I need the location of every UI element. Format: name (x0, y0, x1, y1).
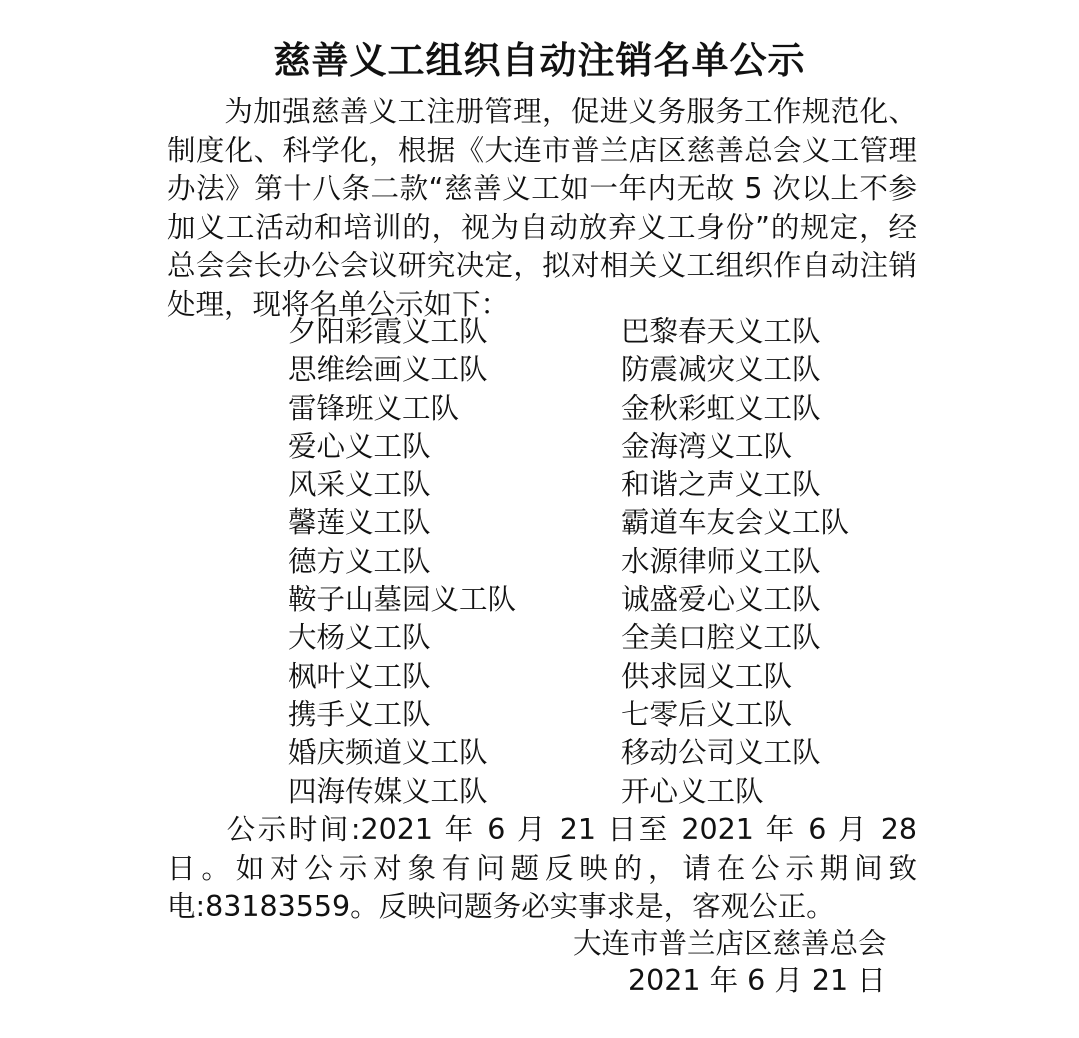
list-item: 和谐之声义工队 (621, 468, 821, 502)
list-item: 大杨义工队 (288, 621, 431, 655)
issue-date: 2021 年 6 月 21 日 (628, 964, 886, 997)
list-item: 携手义工队 (288, 697, 431, 731)
list-item: 婚庆频道义工队 (288, 736, 488, 770)
list-item: 雷锋班义工队 (288, 391, 460, 425)
intro-text: 为加强慈善义工注册管理，促进义务服务工作规范化、制度化、科学化，根据《大连市普兰店区慈善总会义工管理办法》第十八条二款“慈善义工如一年内无故 5 次以上不参加义工活动和培训的，视为自动放弃义工身份”的规定，经总会会长办公会议研究决定，拟对相关义工组织作自动注销处理，现将名单公示如下： (167, 95, 917, 321)
list-item: 夕阳彩霞义工队 (288, 315, 488, 348)
list-item: 七零后义工队 (621, 697, 793, 731)
list-item: 诚盛爱心义工队 (621, 583, 821, 617)
list-item: 枫叶义工队 (288, 659, 431, 693)
notice-title: 慈善义工组织自动注销名单公示 (273, 39, 806, 82)
team-list-right (621, 313, 961, 811)
list-item: 移动公司义工队 (621, 736, 821, 770)
list-item: 鞍子山墓园义工队 (288, 583, 517, 617)
list-item: 金海湾义工队 (621, 429, 793, 463)
list-item: 德方义工队 (288, 544, 431, 578)
list-item: 馨莲义工队 (288, 506, 431, 540)
team-list-left (288, 313, 628, 811)
list-item: 开心义工队 (621, 774, 764, 808)
publicity-note (167, 811, 917, 927)
issuing-organization: 大连市普兰店区慈善总会 (573, 927, 887, 960)
list-item: 霸道车友会义工队 (621, 506, 850, 540)
intro-paragraph (167, 93, 917, 324)
note-text: 公示时间:2021 年 6 月 21 日至 2021 年 6 月 28 日。如对公示对象有问题反映的，请在公示期间致电:83183559。反映问题务必实事求是，客观公正。 (167, 813, 917, 923)
list-item: 巴黎春天义工队 (621, 315, 821, 348)
list-item: 水源律师义工队 (621, 544, 821, 578)
list-item: 金秋彩虹义工队 (621, 391, 821, 425)
list-item: 爱心义工队 (288, 429, 431, 463)
list-item: 防震减灾义工队 (621, 353, 821, 387)
list-item: 全美口腔义工队 (621, 621, 821, 655)
list-item: 四海传媒义工队 (288, 774, 488, 808)
list-item: 风采义工队 (288, 468, 431, 502)
list-item: 供求园义工队 (621, 659, 793, 693)
list-item: 思维绘画义工队 (288, 353, 488, 387)
